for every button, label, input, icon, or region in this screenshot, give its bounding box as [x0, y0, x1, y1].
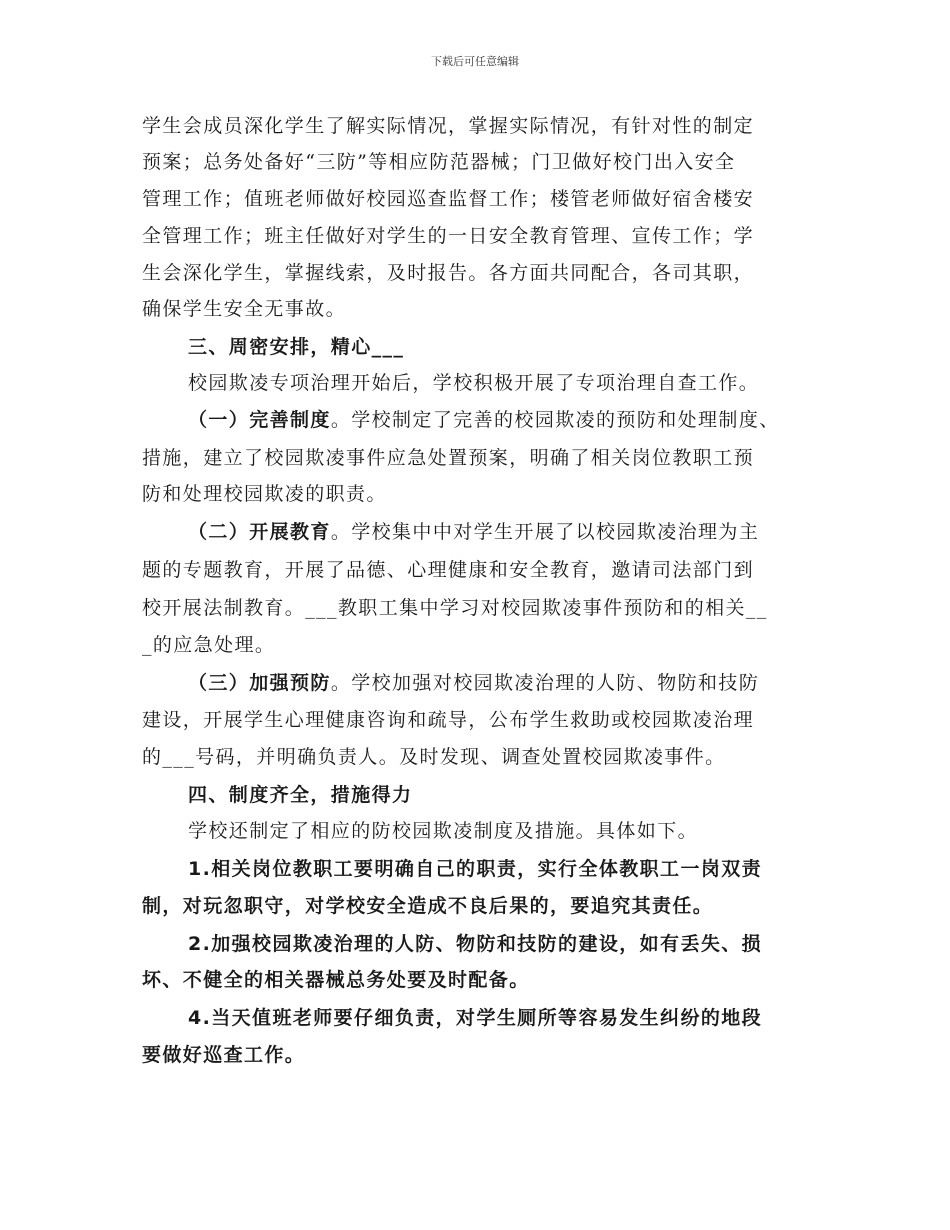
subheading-education: （二）开展教育 — [188, 521, 331, 543]
body-line: 预案；总务处备好“三防”等相应防范器械；门卫做好校门出入安全 — [142, 151, 736, 173]
body-line: 建设，开展学生心理健康咨询和疏导，公布学生救助或校园欺凌治理 — [142, 709, 755, 731]
body-line: 校开展法制教育。___教职工集中学习对校园欺凌事件预防和的相关__ — [142, 597, 768, 619]
body-line: 的___号码，并明确负责人。及时发现、调查处置校园欺凌事件。 — [142, 746, 726, 768]
body-line: 确保学生安全无事故。 — [142, 298, 347, 320]
body-line: _的应急处理。 — [142, 634, 276, 656]
body-line — [188, 408, 780, 432]
measure-4-cont: 要做好巡查工作。 — [142, 1044, 306, 1066]
body-text: 。学校集中中对学生开展了以校园欺凌治理为主 — [330, 521, 760, 543]
section-heading-3: 三、周密安排，精心___ — [188, 336, 405, 358]
subheading-perfect-system: （一）完善制度 — [188, 409, 331, 431]
body-text: 。学校加强对校园欺凌治理的人防、物防和技防 — [330, 672, 760, 694]
body-line: 校园欺凌专项治理开始后，学校积极开展了专项治理自查工作。 — [188, 372, 760, 394]
body-line: 防和处理校园欺凌的职责。 — [142, 483, 387, 505]
measure-1: 1.相关岗位教职工要明确自己的职责，实行全体教职工一岗双责 — [188, 858, 763, 880]
body-text: 。学校制定了完善的校园欺凌的预防和处理制度、 — [330, 409, 780, 431]
body-line — [188, 520, 759, 544]
body-line: 学校还制定了相应的防校园欺凌制度及措施。具体如下。 — [188, 820, 699, 842]
measure-4: 4.当天值班老师要仔细负责，对学生厕所等容易发生纠纷的地段 — [188, 1007, 763, 1029]
measure-2-cont: 坏、不健全的相关器械总务处要及时配备。 — [142, 969, 530, 991]
page-header: 下载后可任意编辑 — [431, 55, 519, 68]
section-heading-4: 四、制度齐全，措施得力 — [188, 784, 413, 806]
body-line: 管理工作；值班老师做好校园巡查监督工作；楼管老师做好宿舍楼安 — [142, 188, 755, 210]
body-line: 措施，建立了校园欺凌事件应急处置预案，明确了相关岗位教职工预 — [142, 447, 755, 469]
measure-2: 2.加强校园欺凌治理的人防、物防和技防的建设，如有丢失、损 — [188, 933, 763, 955]
body-line: 生会深化学生，掌握线索，及时报告。各方面共同配合，各司其职， — [142, 262, 755, 284]
body-line: 学生会成员深化学生了解实际情况，掌握实际情况，有针对性的制定 — [142, 115, 755, 137]
measure-1-cont: 制，对玩忽职守，对学校安全造成不良后果的，要追究其责任。 — [142, 895, 714, 917]
subheading-prevention: （三）加强预防 — [188, 672, 331, 694]
body-line — [188, 671, 759, 695]
body-line: 题的专题教育，开展了品德、心理健康和安全教育，邀请司法部门到 — [142, 559, 755, 581]
body-line: 全管理工作；班主任做好对学生的一日安全教育管理、宣传工作；学 — [142, 225, 755, 247]
